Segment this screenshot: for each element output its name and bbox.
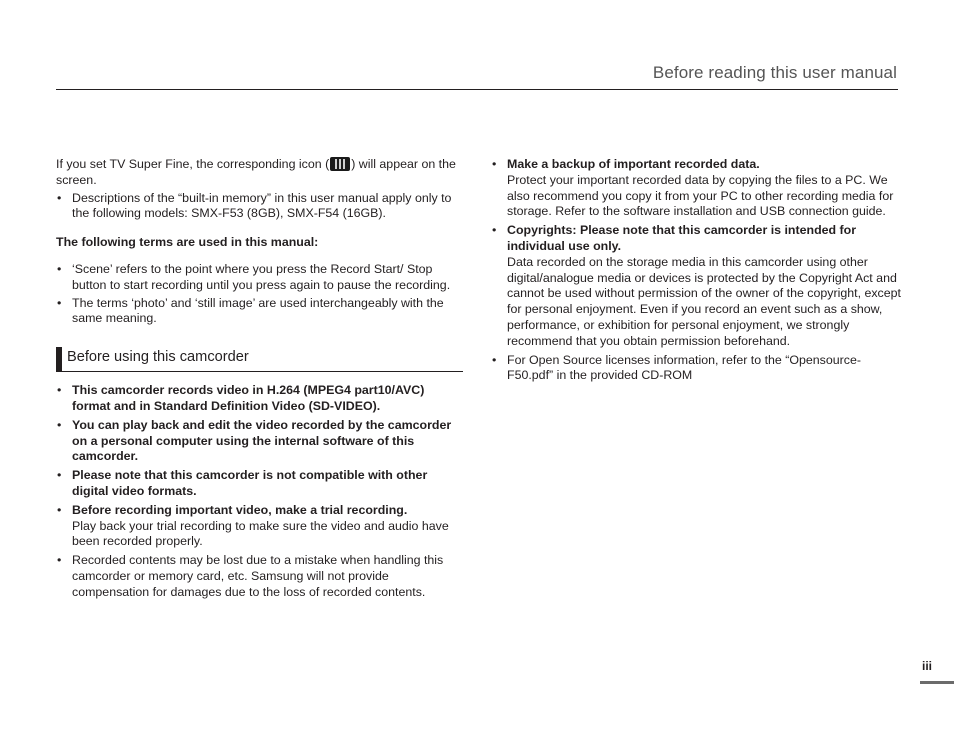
page-number: iii bbox=[921, 659, 932, 673]
tv-super-fine-icon bbox=[330, 157, 350, 171]
list-item-bold: Copyrights: Please note that this camcorder is intended for individual use only. bbox=[507, 223, 857, 253]
header-divider bbox=[56, 89, 898, 90]
list-item bbox=[56, 503, 466, 550]
list-item-text: Data recorded on the storage media in this camcorder using other digital/analogue media or devices is protected by the Copyright Act and cannot be used without permission of the owner of the copyright, except for personal enjoyment. Even if you record an event such as a show, performance, or exhibition for personal enjoyment, we strongly recommend that you obtain permission beforehand. bbox=[507, 254, 901, 348]
right-column bbox=[491, 157, 903, 384]
list-item bbox=[56, 418, 466, 465]
page-number-rule bbox=[920, 681, 954, 684]
list-item bbox=[491, 353, 903, 385]
intro-text-before: If you set TV Super Fine, the corresponding icon ( bbox=[56, 157, 330, 171]
terms-heading: The following terms are used in this manual: bbox=[56, 235, 319, 250]
intro-bullet-list bbox=[56, 191, 466, 223]
list-item bbox=[56, 383, 466, 415]
list-item-bold: This camcorder records video in H.264 (MPEG4 part10/AVC) format and in Standard Definition Video (SD-VIDEO). bbox=[72, 383, 425, 413]
list-item-bold: Before recording important video, make a trial recording. bbox=[72, 502, 408, 517]
list-item-text: Protect your important recorded data by copying the files to a PC. We also recommend you copy it from your PC to other recording media for storage. Refer to the software installation and USB connection guide. bbox=[507, 172, 894, 219]
list-item-bold: Make a backup of important recorded data. bbox=[507, 157, 760, 171]
list-item bbox=[56, 553, 466, 600]
right-bullet-list bbox=[491, 157, 903, 384]
list-item-text: Recorded contents may be lost due to a mistake when handling this camcorder or memory card, etc. Samsung will not provide compensation for damages due to the loss of recorded contents. bbox=[72, 553, 444, 599]
terms-bullet-list bbox=[56, 262, 466, 327]
intro-text-after: ) will appear on the screen. bbox=[56, 157, 456, 187]
list-item bbox=[491, 157, 903, 220]
list-item: • ‘Scene’ refers to the point where you press the Record Start/ Stop button to start recording until you press again to pause the recording. bbox=[56, 262, 466, 294]
section-header bbox=[56, 347, 463, 372]
list-item-bold: You can play back and edit the video recorded by the camcorder on a personal computer using the internal software of this camcorder. bbox=[72, 417, 452, 464]
page-header-title: Before reading this user manual bbox=[652, 63, 897, 82]
list-item-text: For Open Source licenses information, refer to the “Opensource-F50.pdf” in the provided CD-ROM bbox=[507, 352, 861, 383]
list-item: • Descriptions of the “built-in memory” in this user manual apply only to the following models: SMX-F53 (8GB), SMX-F54 (16GB). bbox=[56, 191, 466, 223]
section-title: Before using this camcorder bbox=[67, 349, 249, 366]
section-bullet-list bbox=[56, 383, 466, 600]
list-item: • The terms ‘photo’ and ‘still image’ are used interchangeably with the same meaning. bbox=[56, 296, 466, 328]
intro-paragraph bbox=[56, 157, 466, 189]
list-item bbox=[491, 223, 903, 349]
left-column bbox=[56, 157, 466, 601]
list-item-text: Play back your trial recording to make sure the video and audio have been recorded properly. bbox=[72, 518, 449, 549]
list-item-bold: Please note that this camcorder is not compatible with other digital video formats. bbox=[72, 468, 428, 498]
list-item bbox=[56, 468, 466, 500]
section-marker bbox=[56, 347, 62, 371]
